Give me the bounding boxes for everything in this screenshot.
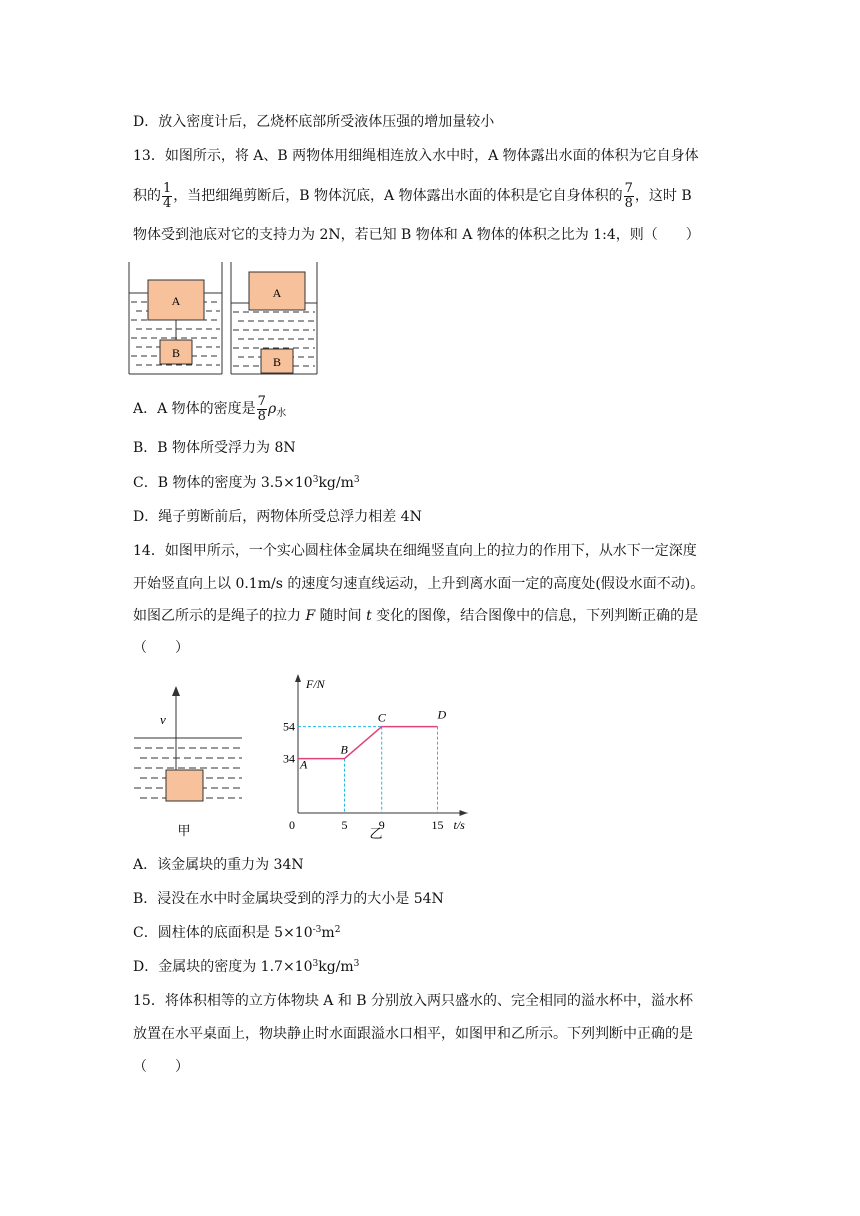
chart-series: [298, 727, 438, 759]
unit-exponent: 3: [353, 475, 360, 485]
q13-option-c: [133, 473, 360, 493]
point-label-D: D: [437, 707, 447, 722]
frac-den: 8: [257, 408, 266, 424]
frac-num: 7: [257, 393, 266, 409]
unit: kg/m: [318, 959, 354, 975]
beaker-right: [231, 262, 317, 374]
unit: kg/m: [318, 475, 354, 491]
point-label-B: B: [340, 742, 348, 757]
block-b-label: B: [171, 346, 181, 360]
q14-figure-jia: [128, 684, 248, 844]
q15-stem-line1: 15．将体积相等的立方体物块 A 和 B 分别放入两只盛水的、完全相同的溢水杯中，溢水杯: [133, 993, 694, 1009]
q13-frac1-num: 1: [163, 180, 172, 196]
point-label-A: A: [300, 757, 308, 772]
rho-symbol: ρ: [267, 401, 277, 417]
q12-option-d: D．放入密度计后，乙烧杯底部所受液体压强的增加量较小: [133, 114, 495, 130]
rho-subscript: 水: [276, 408, 287, 419]
caption-jia: 甲: [177, 823, 191, 838]
block-a-label: A: [272, 286, 282, 300]
q13-option-a: [133, 389, 286, 429]
q14-text: 如图乙所示的是绳子的拉力: [133, 608, 306, 624]
q14-stem-line2: 开始竖直向上以 0.1m/s 的速度匀速直线运动，上升到离水面一定的高度处(假设水面不动)。: [133, 576, 705, 592]
q13-frac2-den: 8: [624, 195, 633, 211]
q14-option-b: B．浸没在水中时金属块受到的浮力的大小是 54N: [133, 891, 444, 907]
y-tick-label: 54: [283, 719, 295, 734]
series-line-F: [298, 727, 438, 759]
y-axis-arrow-icon: [295, 674, 301, 682]
x-tick-label: 5: [341, 818, 348, 832]
q13-frac2-num: 7: [624, 180, 633, 196]
exponent: -3: [312, 925, 322, 935]
q15-stem-line2: 放置在水平桌面上，物块静止时水面跟溢水口相平，如图甲和乙所示。下列判断中正确的是: [133, 1026, 693, 1042]
q14-option-c-text: C．圆柱体的底面积是 5×10: [133, 925, 313, 941]
q14-stem-line1: 14．如图甲所示，一个实心圆柱体金属块在细绳竖直向上的拉力的作用下，从水下一定深度: [133, 543, 697, 559]
y-axis-label: F/N: [306, 677, 325, 691]
q13-text: ，当把细绳剪断后，B 物体沉底，A 物体露出水面的体积是它自身体积的: [173, 188, 623, 204]
q13-option-d: D．绳子剪断前后，两物体所受总浮力相差 4N: [133, 509, 422, 525]
metal-cylinder: [166, 770, 203, 801]
q13-option-a-text: A．A 物体的密度是: [133, 401, 256, 417]
q14-option-c: [133, 923, 340, 943]
velocity-label: v: [160, 712, 166, 727]
exponent: 3: [312, 959, 319, 969]
q13-option-b: B．B 物体所受浮力为 8N: [133, 440, 296, 456]
unit: m: [321, 925, 335, 941]
x-tick-label: 15: [431, 818, 444, 832]
y-tick-label: 34: [283, 751, 295, 766]
q14-option-d-text: D．金属块的密度为 1.7×10: [133, 959, 313, 975]
beaker-left: [129, 262, 222, 374]
q13-frac1-den: 4: [163, 195, 172, 211]
q13-beakers-figure: [128, 260, 320, 378]
x-axis-arrow-icon: [460, 810, 468, 816]
caption-yi: 乙: [369, 826, 383, 841]
q14-option-a: A．该金属块的重力为 34N: [133, 857, 304, 873]
q13-stem-line1: 13．如图所示，将 A、B 两物体用细绳相连放入水中时，A 物体露出水面的体积为它自身体: [133, 148, 699, 164]
q14-stem-line4: （ ）: [133, 640, 189, 656]
var-t: t: [366, 608, 372, 624]
q13-text: 积的: [133, 188, 161, 204]
unit-exponent: 3: [353, 959, 360, 969]
origin-label: 0: [289, 818, 295, 832]
q15-stem-line3: （ ）: [133, 1059, 189, 1075]
q14-text: 随时间: [315, 608, 367, 624]
q14-text: 变化的图像，结合图像中的信息，下列判断正确的是: [371, 608, 699, 624]
unit-exponent: 2: [334, 925, 341, 935]
block-a-label: A: [171, 294, 181, 308]
q13-option-c-text: C．B 物体的密度为 3.5×10: [133, 475, 313, 491]
block-b-label: B: [272, 355, 282, 369]
q13-option-a-fraction: [257, 395, 267, 424]
q14-stem-line3: [133, 606, 698, 626]
q13-fraction-2: [624, 182, 634, 211]
point-label-C: C: [377, 710, 386, 725]
q13-stem-line2: [133, 176, 692, 216]
q14-chart-yi: [276, 670, 486, 846]
x-axis-label: t/s: [453, 818, 465, 832]
exponent: 3: [312, 475, 319, 485]
velocity-arrow-icon: [172, 686, 180, 696]
q13-fraction-1: [162, 182, 172, 211]
chart-axes: [295, 674, 468, 816]
var-F: F: [305, 608, 316, 624]
q13-text: ，这时 B: [634, 188, 692, 204]
q14-option-d: [133, 957, 359, 977]
q13-stem-line3: 物体受到池底对它的支持力为 2N，若已知 B 物体和 A 物体的体积之比为 1:4，则（ ）: [133, 227, 700, 243]
x-tick-label: 9: [378, 818, 385, 832]
